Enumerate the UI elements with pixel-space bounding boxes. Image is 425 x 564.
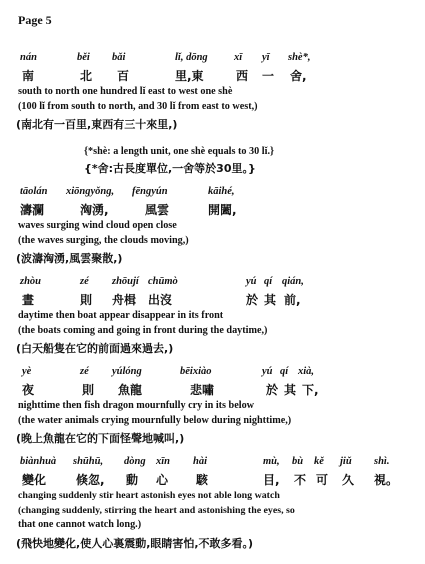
pinyin-word: zé: [80, 366, 89, 377]
pinyin-word: bēixiào: [180, 366, 212, 377]
chinese-word: 舟楫: [112, 293, 137, 307]
pinyin-word: shè*,: [288, 52, 311, 63]
pinyin-word: xīn: [156, 456, 171, 467]
note-chinese: {*舍:古長度單位,一舍等於30里。}: [84, 162, 256, 175]
pinyin-word: yè: [22, 366, 32, 377]
pinyin-word: xià,: [298, 366, 315, 377]
pinyin-word: kāihé,: [208, 186, 235, 197]
chinese-translation-line: (晚上魚龍在它的下面怪聲地喊叫,): [16, 432, 185, 445]
chinese-word: 晝: [22, 293, 35, 307]
chinese-translation-line: (波濤洶湧,風雲聚散,): [16, 252, 123, 265]
pinyin-word: zé: [80, 276, 89, 287]
chinese-word: 則: [82, 383, 95, 397]
chinese-word: 動: [126, 473, 139, 487]
translation-line: (100 lǐ from south to north, and 30 lǐ from east to west,): [18, 101, 258, 112]
pinyin-word: dòng: [124, 456, 146, 467]
pinyin-word: hài: [193, 456, 208, 467]
pinyin-word: kě: [314, 456, 324, 467]
chinese-word: 魚龍: [118, 383, 143, 397]
pinyin-word: nán: [20, 52, 37, 63]
pinyin-word: shūhū,: [73, 456, 104, 467]
pinyin-word: chūmò: [148, 276, 178, 287]
chinese-word: 前,: [284, 293, 301, 307]
pinyin-word: bǎi: [112, 52, 126, 63]
chinese-word: 其: [264, 293, 277, 307]
translation-line: (the boats coming and going in front during the daytime,): [18, 325, 268, 336]
chinese-word: 目,: [263, 473, 280, 487]
pinyin-word: xiōngyǒng,: [66, 186, 115, 197]
chinese-word: 里,東: [175, 69, 204, 83]
chinese-word: 心: [156, 473, 169, 487]
translation-line: (the waves surging, the clouds moving,): [18, 235, 189, 246]
chinese-word: 久: [342, 473, 355, 487]
chinese-word: 駭: [196, 473, 209, 487]
chinese-word: 於: [246, 293, 259, 307]
chinese-word: 一: [262, 69, 275, 83]
chinese-word: 舍,: [290, 69, 307, 83]
chinese-word: 倏忽,: [76, 473, 105, 487]
page-label: Page 5: [18, 13, 52, 27]
chinese-word: 西: [236, 69, 249, 83]
chinese-word: 其: [284, 383, 297, 397]
pinyin-word: qí: [280, 366, 289, 377]
gloss-line: waves surging wind cloud open close: [18, 220, 177, 231]
pinyin-word: zhòu: [20, 276, 42, 287]
chinese-word: 南: [22, 69, 35, 83]
pinyin-word: xī: [234, 52, 243, 63]
translation-line: (the water animals crying mournfully below during nighttime,): [18, 415, 292, 426]
pinyin-word: qí: [264, 276, 273, 287]
pinyin-word: biànhuà: [20, 456, 57, 467]
chinese-word: 濤瀾: [20, 203, 45, 217]
pinyin-word: qián,: [282, 276, 304, 287]
chinese-word: 視。: [374, 473, 399, 487]
pinyin-word: yú: [262, 366, 273, 377]
translation-line: (changing suddenly, stirring the heart and astonishing the eyes, so: [18, 505, 295, 516]
translation-line-continued: that one cannot watch long.): [18, 519, 142, 530]
gloss-line: south to north one hundred lǐ east to west one shè: [18, 86, 233, 97]
pinyin-word: shì.: [374, 456, 390, 467]
gloss-line: nighttime then fish dragon mournfully cry in its below: [18, 400, 255, 411]
chinese-translation-line: (白天船隻在它的前面過來過去,): [16, 342, 174, 355]
chinese-word: 夜: [22, 383, 35, 397]
chinese-word: 可: [316, 473, 329, 487]
chinese-word: 北: [80, 69, 93, 83]
pinyin-word: bù: [292, 456, 304, 467]
pinyin-word: tāolán: [20, 186, 48, 197]
gloss-line: changing suddenly stir heart astonish eyes not able long watch: [18, 490, 280, 501]
chinese-translation-line: (南北有一百里,東西有三十來里,): [16, 118, 178, 131]
pinyin-word: yī: [262, 52, 270, 63]
chinese-word: 悲嘯: [190, 383, 215, 397]
pinyin-word: zhōují: [112, 276, 139, 287]
note-english: {*shè: a length unit, one shè equals to 30 lǐ.}: [84, 146, 275, 157]
chinese-word: 出沒: [148, 293, 173, 307]
pinyin-word: yúlóng: [112, 366, 142, 377]
chinese-word: 開闔,: [208, 203, 237, 217]
pinyin-word: fēngyún: [132, 186, 168, 197]
pinyin-word: mù,: [263, 456, 280, 467]
chinese-word: 風雲: [145, 203, 170, 217]
chinese-word: 則: [80, 293, 93, 307]
gloss-line: daytime then boat appear disappear in its front: [18, 310, 224, 321]
chinese-word: 變化: [22, 473, 47, 487]
pinyin-word: jiǔ: [340, 456, 352, 467]
chinese-word: 洶湧,: [80, 203, 109, 217]
pinyin-word: běi: [77, 52, 90, 63]
chinese-word: 下,: [302, 383, 319, 397]
chinese-word: 百: [117, 69, 130, 83]
chinese-word: 不: [294, 473, 307, 487]
chinese-translation-line: (飛快地變化,使人心裏震動,眼睛害怕,不敢多看。): [16, 537, 254, 550]
pinyin-word: yú: [246, 276, 257, 287]
pinyin-word: lǐ, dōng: [175, 52, 208, 63]
chinese-word: 於: [266, 383, 279, 397]
